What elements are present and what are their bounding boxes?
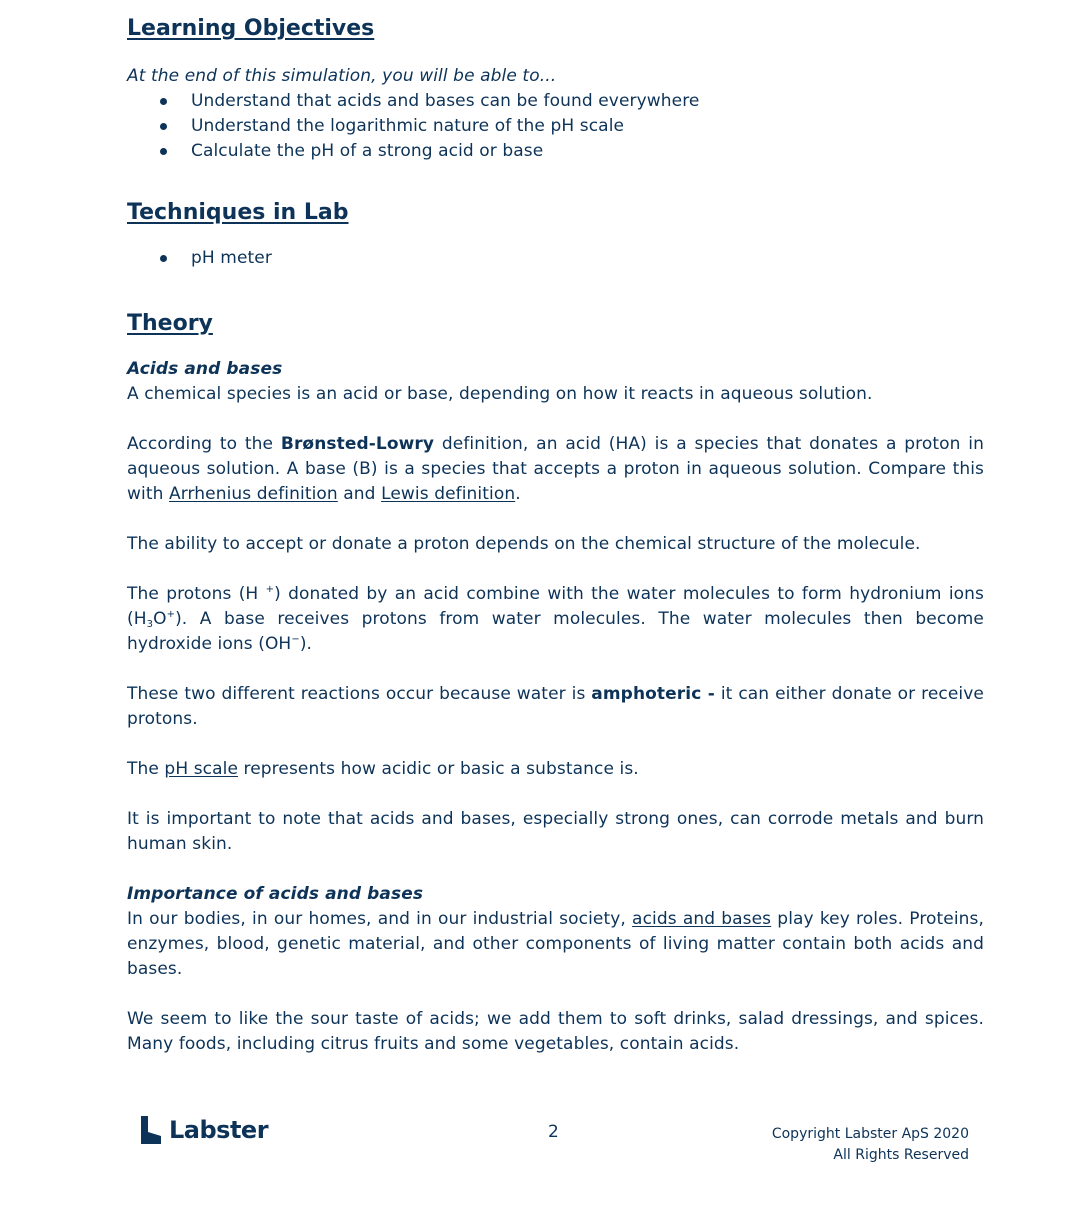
list-item: pH meter xyxy=(127,246,984,271)
theory-heading: Theory xyxy=(127,311,213,336)
document-page xyxy=(127,0,984,1057)
labster-logo xyxy=(139,1115,268,1145)
paragraph-amphoteric: These two different reactions occur because water is amphoteric - it can either donate or receive protons. xyxy=(127,684,984,729)
paragraph: It is important to note that acids and bases, especially strong ones, can corrode metals and burn human skin. xyxy=(127,809,984,854)
bullet-icon xyxy=(160,123,167,130)
learning-objectives-heading: Learning Objectives xyxy=(127,16,375,41)
paragraph: A chemical species is an acid or base, depending on how it reacts in aqueous solution. xyxy=(127,384,873,404)
page-number: 2 xyxy=(548,1122,559,1142)
rights-line: All Rights Reserved xyxy=(833,1147,969,1163)
techniques-heading: Techniques in Lab xyxy=(127,200,349,225)
paragraph-bronsted-lowry: According to the Brønsted-Lowry definition, an acid (HA) is a species that donates a proton in aqueous solution. A base (B) is a species that accepts a proton in aqueous solution. Compare this with Arrhenius definition and Lewis definition. xyxy=(127,434,984,504)
list-item: Calculate the pH of a strong acid or base xyxy=(127,139,984,164)
copyright-line: Copyright Labster ApS 2020 xyxy=(771,1126,969,1142)
paragraph-importance: In our bodies, in our homes, and in our industrial society, acids and bases play key roles. Proteins, enzymes, blood, genetic material, and other components of living matter contain both acids and bases. xyxy=(127,909,985,979)
labster-logo-icon xyxy=(139,1116,163,1144)
arrhenius-definition-link[interactable]: Arrhenius definition xyxy=(168,484,338,504)
lewis-definition-link[interactable]: Lewis definition xyxy=(381,484,516,504)
bullet-icon xyxy=(160,98,167,105)
techniques-list xyxy=(127,246,984,271)
list-item: Understand the logarithmic nature of the pH scale xyxy=(127,114,984,139)
paragraph-ph-scale: The pH scale represents how acidic or basic a substance is. xyxy=(127,759,639,779)
learning-objectives-list xyxy=(127,89,984,164)
copyright xyxy=(772,1124,969,1166)
ph-scale-link[interactable]: pH scale xyxy=(164,759,239,779)
paragraph: The ability to accept or donate a proton depends on the chemical structure of the molecule. xyxy=(127,534,921,554)
paragraph-protons: The protons (H +) donated by an acid combine with the water molecules to form hydronium ions $(H_3O^+)$. A base receives protons from water molecules. The water molecules then become hydroxide ions (OH−). xyxy=(127,584,985,654)
paragraph: We seem to like the sour taste of acids; we add them to soft drinks, salad dressings, and spices. Many foods, including citrus fruits and some vegetables, contain acids. xyxy=(127,1009,984,1054)
labster-logo-text: Labster xyxy=(169,1116,269,1144)
list-item: Understand that acids and bases can be found everywhere xyxy=(127,89,984,114)
importance-subheading: Importance of acids and bases xyxy=(127,884,424,904)
acids-bases-subheading: Acids and bases xyxy=(127,359,283,379)
bullet-icon xyxy=(160,148,167,155)
acids-and-bases-link[interactable]: acids and bases xyxy=(632,909,772,929)
learning-objectives-intro: At the end of this simulation, you will be able to... xyxy=(127,66,557,86)
bullet-icon xyxy=(160,255,167,262)
